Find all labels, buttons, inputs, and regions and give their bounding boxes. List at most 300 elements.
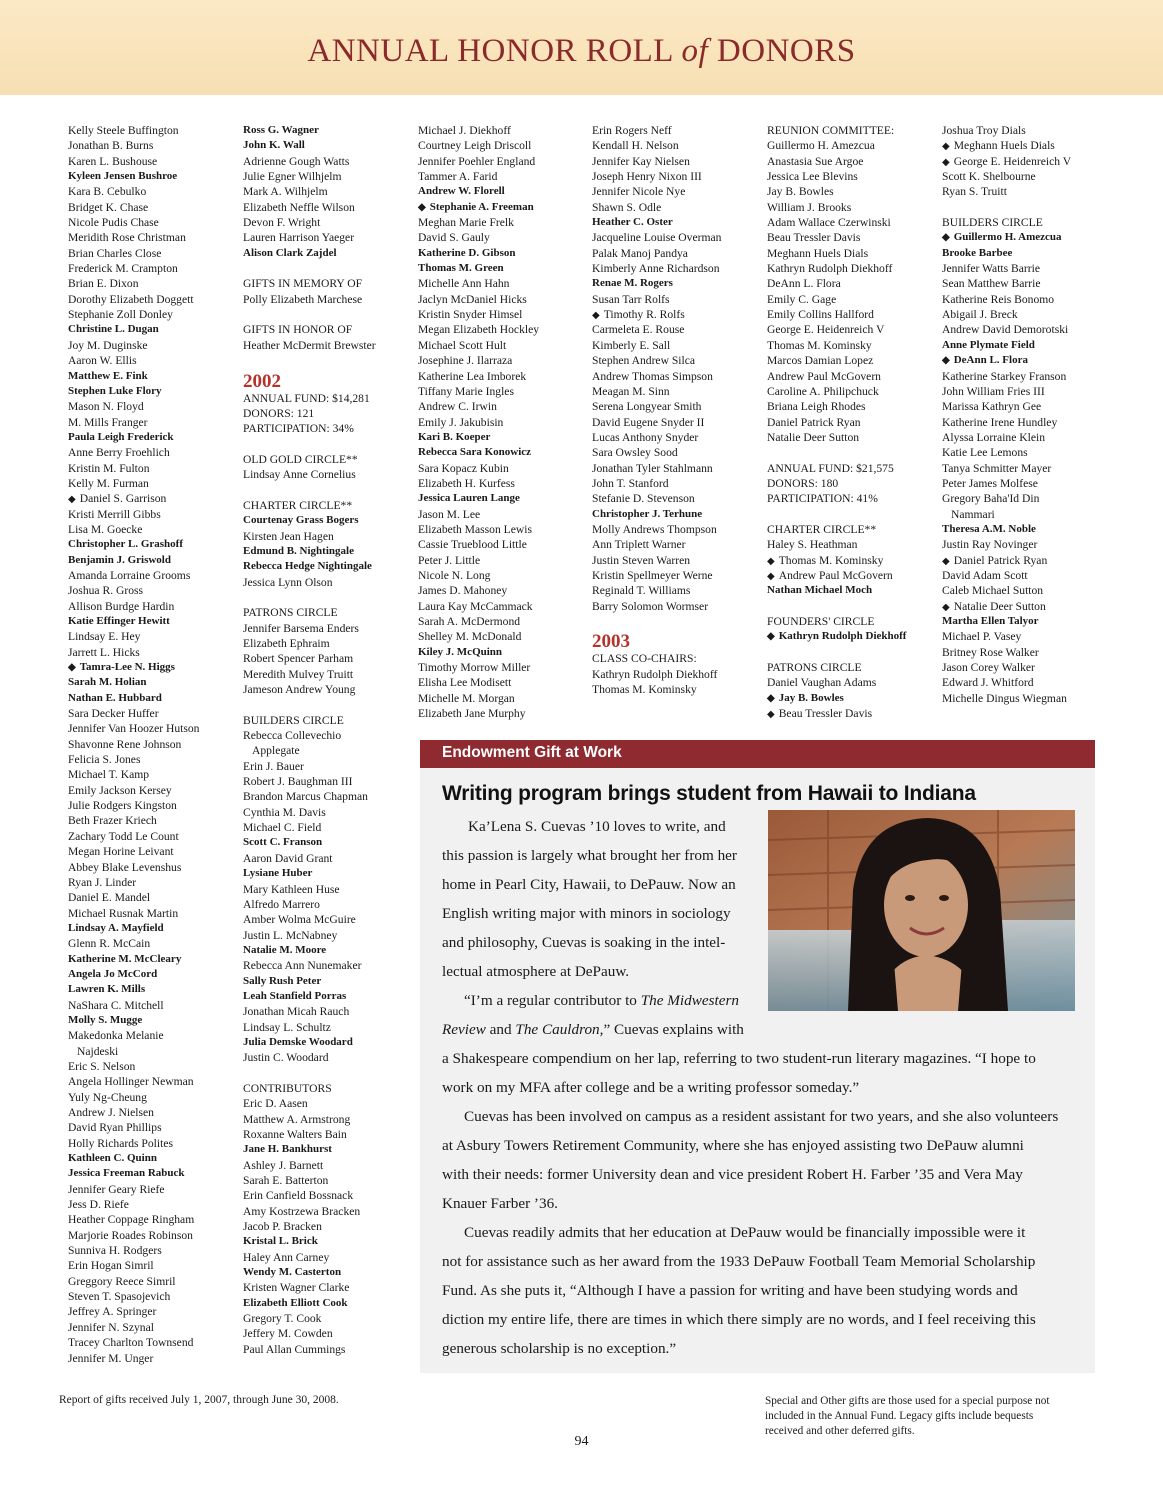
donor-entry: Anne Berry Froehlich [68,446,170,460]
donor-entry: Nicole N. Long [418,568,491,582]
diamond-icon: ◆ [767,692,775,704]
donor-entry: Caleb Michael Sutton [942,584,1044,598]
donor-entry: Peter J. Little [418,553,481,567]
donor-entry: Justin L. McNabney [243,928,338,942]
donor-entry: Erin J. Bauer [243,759,304,773]
donor-entry: John K. Wall [243,139,305,152]
donor-entry: Brian E. Dixon [68,277,139,291]
donor-entry: Jennifer Watts Barrie [942,262,1041,276]
donor-entry: Alfredo Marrero [243,897,320,911]
donor-entry: Elizabeth Jane Murphy [418,707,526,721]
donor-entry: Sarah M. Holian [68,676,147,689]
donor-entry: Christopher J. Terhune [592,507,703,520]
story-line: English writing major with minors in sociology [442,905,731,922]
donor-entry: Roxanne Walters Bain [243,1128,347,1141]
donor-entry: Gregory T. Cook [243,1312,322,1326]
donor-entry: Michael T. Kamp [68,768,150,782]
donor-entry: Amanda Lorraine Grooms [68,568,191,582]
donor-entry: Jessica Lynn Olson [243,575,333,589]
donor-entry: Michael Scott Hult [418,338,507,352]
donor-entry: ◆ Kathryn Rudolph Diekhoff [767,630,907,643]
story-line: “I’m a regular contributor to The Midwestern [464,992,739,1009]
donor-entry: Jeffrey A. Springer [68,1305,157,1319]
donor-entry: Marcos Damian Lopez [767,354,874,368]
donor-entry: Amy Kostrzewa Bracken [243,1204,361,1218]
donor-entry: Daniel E. Mandel [68,891,151,905]
donor-entry: Jennifer Kay Nielsen [592,154,690,168]
donor-entry: Jacob P. Bracken [243,1220,322,1234]
donor-entry: Lauren Harrison Yaeger [243,231,355,245]
donor-entry: Tanya Schmitter Mayer [942,461,1052,475]
donor-entry: Britney Rose Walker [942,645,1039,659]
donor-entry: David S. Gauly [418,231,490,245]
donor-entry: Jess D. Riefe [68,1198,129,1212]
donor-entry: Abigail J. Breck [942,308,1018,322]
student-photo [768,810,1075,1011]
page-header [0,0,1163,95]
donor-entry: Joshua R. Gross [68,584,144,598]
donor-entry: Jennifer N. Szynal [68,1320,154,1334]
donor-column-6 [942,123,1071,706]
donor-entry: DeAnn L. Flora [767,277,841,291]
story-headline: Writing program brings student from Hawaii to Indiana [442,782,976,805]
donor-entry: David Ryan Phillips [68,1121,162,1135]
donor-entry: Rebecca Ann Nunemaker [243,959,362,973]
donor-entry: Katherine Reis Bonomo [942,292,1055,306]
donor-entry: Erin Canfield Bossnack [243,1189,354,1203]
donor-entry: Ryan J. Linder [68,875,137,889]
story-line: Fund. As she puts it, “Although I have a passion for writing and have been studying words and [442,1282,1018,1299]
donor-entry: William J. Brooks [767,200,852,214]
donor-entry: Mary Kathleen Huse [243,882,340,896]
donor-entry: Heather C. Oster [592,216,673,229]
story-line: Cuevas readily admits that her education at DePauw would be financially impossible were it [464,1224,1026,1241]
diamond-icon: ◆ [942,156,950,168]
donor-column-1 [68,123,199,1366]
donor-entry: Daniel Vaughan Adams [767,676,877,690]
donor-entry: Jay B. Bowles [767,185,834,199]
story-line: Cuevas has been involved on campus as a resident assistant for two years, and she also volunteers [464,1108,1059,1125]
story-line: a Shakespeare compendium on her lap, referring to two student-run literary magazines. “I hope to [442,1050,1036,1067]
donor-entry: Michael J. Diekhoff [418,124,511,137]
donor-entry: Ann Triplett Warner [592,538,686,552]
donor-entry: Edmund B. Nightingale [243,544,354,557]
donor-entry: Guillermo H. Amezcua [767,139,875,153]
donor-entry: Carmeleta E. Rouse [592,323,685,337]
donor-entry: Meghann Huels Dials [767,246,869,260]
spacer [243,353,376,368]
donor-entry: Shelley M. McDonald [418,630,522,644]
donor-entry: Karen L. Bushouse [68,154,158,168]
donor-entry: Heather Coppage Ringham [68,1213,195,1227]
donor-entry: Emily Collins Hallford [767,308,874,322]
story-line: Review and The Cauldron,” Cuevas explains with [442,1021,744,1038]
donor-entry: Angela Hollinger Newman [68,1075,194,1089]
diamond-icon: ◆ [767,631,775,643]
donor-entry: Kelly Steele Buffington [68,124,179,137]
spacer [942,200,1071,215]
donor-entry: Kirsten Jean Hagen [243,529,334,543]
donor-entry: Lindsay A. Mayfield [68,921,164,934]
donor-entry: ◆ George E. Heidenreich V [942,154,1072,168]
donor-entry: Robert J. Baughman III [243,775,353,789]
donor-entry: Kristen Wagner Clarke [243,1281,350,1295]
donor-entry: Benjamin J. Griswold [68,553,171,566]
spacer [243,261,376,276]
donor-entry: Tammer A. Farid [418,170,498,184]
donor-entry: ◆ Thomas M. Kominsky [767,553,884,567]
diamond-icon: ◆ [767,555,775,567]
donor-entry: Katherine Lea Imborek [418,369,527,383]
donor-entry: Kelly M. Furman [68,476,149,490]
donor-entry: ◆ Andrew Paul McGovern [767,568,893,582]
diamond-icon: ◆ [68,494,76,506]
donor-entry: Alison Clark Zajdel [243,246,337,259]
donor-entry: Meredith Mulvey Truitt [243,667,354,681]
donor-entry: Devon F. Wright [243,216,321,230]
donor-entry: Lindsay E. Hey [68,630,141,644]
donor-entry: Kiley J. McQuinn [418,645,503,658]
story-line: this passion is largely what brought her from her [442,847,737,864]
donor-entry: Shavonne Rene Johnson [68,737,182,751]
class-year-heading: 2002 [243,370,281,392]
donor-entry: Polly Elizabeth Marchese [243,292,363,306]
donor-entry: Jason Corey Walker [942,661,1035,675]
donor-entry: Christine L. Dugan [68,323,159,336]
donor-entry: Thomas M. Green [418,262,504,275]
donor-entry: Cynthia M. Davis [243,805,326,819]
donor-entry: Jennifer Van Hoozer Hutson [68,722,200,736]
donor-entry: Mason N. Floyd [68,400,144,414]
donor-column-5 [767,123,906,721]
donor-entry: Jennifer M. Unger [68,1351,154,1365]
donor-entry: Paul Allan Cummings [243,1342,346,1356]
donor-entry: Brian Charles Close [68,246,162,260]
story-line: not for assistance such as her award from the 1933 DePauw Football Team Memorial Scholarship [442,1253,1036,1270]
donor-entry: Kristin Snyder Himsel [418,308,523,322]
donor-entry: Leah Stanfield Porras [243,989,347,1002]
donor-entry: Shawn S. Odle [592,200,662,214]
donor-entry: Edward J. Whitford [942,676,1034,690]
donor-entry: Emily Jackson Kersey [68,783,172,797]
donor-entry: James D. Mahoney [418,584,508,598]
donor-entry: Martha Ellen Talyor [942,615,1039,627]
donor-entry: REUNION COMMITTEE: [767,124,895,137]
donor-entry: Michelle M. Morgan [418,691,515,705]
donor-entry: Brandon Marcus Chapman [243,790,368,804]
story-line: Ka’Lena S. Cuevas ’10 loves to write, and [468,818,726,835]
donor-entry: Jennifer Barsema Enders [243,621,359,635]
donor-entry: CHARTER CIRCLE** [243,498,353,512]
donor-entry: Ashley J. Barnett [243,1158,324,1172]
donor-entry: Joshua Troy Dials [942,124,1026,137]
donor-entry: Lisa M. Goecke [68,522,143,536]
donor-entry: Erin Hogan Simril [68,1259,154,1273]
donor-entry: Andrew Thomas Simpson [592,369,713,383]
donor-entry: Scott K. Shelbourne [942,170,1036,184]
diamond-icon: ◆ [592,310,600,322]
donor-entry: Haley S. Heathman [767,538,858,552]
donor-entry: Anastasia Sue Argoe [767,154,864,168]
donor-entry: Beau Tressler Davis [767,231,861,245]
spacer [243,590,376,605]
donor-entry: FOUNDERS' CIRCLE [767,615,875,628]
donor-entry: NaShara C. Mitchell [68,998,164,1012]
donor-entry: Stephen Luke Flory [68,384,162,397]
diamond-icon: ◆ [942,555,950,567]
donor-entry: Meghan Marie Frelk [418,216,514,230]
donor-entry: Lawren K. Mills [68,983,146,996]
donor-entry: Justin Steven Warren [592,553,691,567]
diamond-icon: ◆ [767,709,775,721]
donor-entry: Thomas M. Kominsky [592,683,697,697]
diamond-icon: ◆ [767,570,775,582]
donor-entry: Greggory Reece Simril [68,1274,176,1288]
diamond-icon: ◆ [942,232,950,244]
donor-entry: Kathleen C. Quinn [68,1152,157,1165]
donor-entry: Felicia S. Jones [68,753,141,767]
donor-entry: Jennifer Nicole Nye [592,185,686,199]
spacer [767,645,906,660]
donor-entry: Timothy Morrow Miller [418,661,531,675]
donor-entry: Sarah A. McDermond [418,615,521,628]
donor-entry: ◆ Natalie Deer Sutton [942,599,1046,613]
donor-entry: Sara Owsley Sood [592,446,678,460]
donor-entry: Sunniva H. Rodgers [68,1244,162,1258]
donor-entry: Jeffery M. Cowden [243,1327,333,1341]
donor-entry: Briana Leigh Rhodes [767,400,866,414]
donor-entry: Emily C. Gage [767,292,837,306]
donor-entry: BUILDERS CIRCLE [942,216,1043,230]
donor-entry: Katie Effinger Hewitt [68,615,170,627]
donor-entry: Elizabeth Masson Lewis [418,522,532,536]
donor-entry: Lucas Anthony Snyder [592,430,699,444]
donor-column-4 [592,123,721,697]
donor-entry: Scott C. Franson [243,836,323,849]
donor-entry: CHARTER CIRCLE** [767,522,877,536]
donor-entry: Elizabeth Neffle Wilson [243,200,355,214]
donor-entry: Jameson Andrew Young [243,683,356,697]
diamond-icon: ◆ [68,662,76,674]
student-portrait-illustration [768,810,1075,1011]
donor-entry: Meridith Rose Christman [68,231,186,245]
diamond-icon: ◆ [418,201,426,213]
donor-entry: OLD GOLD CIRCLE** [243,452,358,466]
donor-entry: Laura Kay McCammack [418,599,533,613]
spacer [592,614,721,629]
donor-entry: Kristin M. Fulton [68,461,150,475]
story-line: and philosophy, Cuevas is soaking in the intel- [442,934,726,951]
donor-entry: Bridget K. Chase [68,200,149,214]
donor-entry: Andrew W. Florell [418,185,505,198]
donor-entry: Kimberly E. Sall [592,338,671,352]
donor-entry: Jane H. Bankhurst [243,1143,332,1156]
class-year-heading: 2003 [592,631,630,653]
page-number: 94 [574,1434,589,1449]
report-period-note: Report of gifts received July 1, 2007, through June 30, 2008. [59,1394,339,1406]
donor-entry: PATRONS CIRCLE [767,661,862,675]
donor-entry: ANNUAL FUND: $21,575 [767,461,894,475]
donor-entry: PATRONS CIRCLE [243,606,338,620]
donor-entry: Rebecca Collevechio [243,729,342,743]
diamond-icon: ◆ [942,355,950,367]
donor-entry: Andrew David Demorotski [942,323,1069,337]
donor-entry: GIFTS IN MEMORY OF [243,277,363,291]
donor-entry: Brooke Barbee [942,246,1013,259]
donor-entry: Dorothy Elizabeth Doggett [68,292,194,306]
donor-entry: PARTICIPATION: 41% [767,492,878,506]
donor-entry: Jonathan Tyler Stahlmann [592,461,713,475]
donor-entry: Elisha Lee Modisett [418,676,512,690]
donor-entry: Jason M. Lee [418,507,481,521]
donor-entry: Reginald T. Williams [592,584,691,598]
spacer [243,483,376,498]
donor-entry: ◆ Beau Tressler Davis [767,707,873,721]
donor-entry: Courtenay Grass Bogers [243,514,359,527]
story-line: home in Pearl City, Hawaii, to DePauw. Now an [442,876,736,893]
donor-entry: Christopher L. Grashoff [68,538,183,551]
donor-entry: Molly Andrews Thompson [592,522,717,536]
donor-entry: Nathan Michael Moch [767,584,873,597]
donor-entry: Eric S. Nelson [68,1059,136,1073]
donor-entry: Sara Kopacz Kubin [418,461,509,475]
donor-entry: Yuly Ng-Cheung [68,1090,147,1104]
donor-entry: Nammari [951,507,995,521]
donor-entry: John T. Stanford [592,476,669,490]
donor-entry: Serena Longyear Smith [592,400,702,414]
donor-entry: Katherine M. McCleary [68,952,182,965]
spacer [243,1066,376,1081]
donor-entry: Sally Rush Peter [243,974,322,987]
donor-entry: David Adam Scott [942,568,1028,582]
donor-entry: PARTICIPATION: 34% [243,422,354,436]
donor-entry: Marjorie Roades Robinson [68,1228,193,1242]
donor-entry: Wendy M. Casterton [243,1266,342,1279]
donor-entry: Michael C. Field [243,821,322,835]
story-line: Knauer Farber ’36. [442,1195,558,1212]
spacer [243,437,376,452]
page-title: ANNUAL HONOR ROLL of DONORS [307,33,856,69]
donor-entry: Paula Leigh Frederick [68,430,174,443]
donor-entry: Thomas M. Kominsky [767,338,872,352]
donor-entry: M. Mills Franger [68,415,148,429]
donor-entry: George E. Heidenreich V [767,323,885,337]
story-line: work on my MFA after college and be a writing professor someday.” [442,1079,860,1096]
donor-entry: BUILDERS CIRCLE [243,713,344,727]
donor-entry: Meagan M. Sinn [592,384,670,398]
donor-entry: Barry Solomon Wormser [592,599,709,613]
spacer [243,307,376,322]
donor-entry: Katherine Starkey Franson [942,369,1067,383]
donor-entry: Sara Decker Huffer [68,707,159,721]
donor-entry: ◆ Daniel S. Garrison [68,492,167,506]
donor-entry: Frederick M. Crampton [68,262,178,276]
donor-entry: ◆ Daniel Patrick Ryan [942,553,1048,567]
donor-entry: Katherine Irene Hundley [942,415,1058,429]
donor-entry: Anne Plymate Field [942,338,1035,351]
donor-entry: Lindsay L. Schultz [243,1020,331,1034]
donor-entry: Michael P. Vasey [942,630,1022,644]
donor-entry: CLASS CO-CHAIRS: [592,652,697,666]
donor-entry: Justin Ray Novinger [942,538,1038,552]
donor-entry: Sarah E. Batterton [243,1174,329,1188]
story-line: diction my entire life, there are times in which there simply are no words, and I feel receiving this [442,1311,1036,1328]
donor-entry: Heather McDermit Brewster [243,338,376,352]
donor-entry: Nathan E. Hubbard [68,691,162,704]
donor-entry: Palak Manoj Pandya [592,246,688,260]
donor-entry: ◆ Stephanie A. Freeman [418,200,534,213]
donor-entry: Emily J. Jakubisin [418,415,504,429]
donor-entry: Nicole Pudis Chase [68,216,159,230]
donor-entry: Jessica Lauren Lange [418,492,520,505]
donor-entry: John William Fries III [942,384,1045,398]
story-line: generous scholarship is no exception.” [442,1340,677,1357]
donor-entry: Kristi Merrill Gibbs [68,507,161,521]
donor-entry: Jessica Freeman Rabuck [68,1167,185,1180]
donor-entry: Courtney Leigh Driscoll [418,139,532,153]
spacer [767,445,906,460]
story-line: lectual atmosphere at DePauw. [442,963,630,980]
donor-entry: Ross G. Wagner [243,124,319,136]
donor-entry: Sean Matthew Barrie [942,277,1041,291]
endowment-banner [420,740,1095,768]
spacer [243,697,376,712]
donor-entry: Megan Horine Leivant [68,845,174,859]
donor-entry: Jacqueline Louise Overman [592,231,722,245]
story-line: at Asbury Towers Retirement Community, where she has enjoyed assisting two DePauw alumni [442,1137,1024,1154]
donor-entry: Michelle Ann Hahn [418,277,510,291]
donor-entry: Tracey Charlton Townsend [68,1336,194,1350]
donor-entry: Najdeski [77,1044,119,1058]
donor-entry: Eric D. Aasen [243,1097,308,1111]
donor-entry: Jennifer Geary Riefe [68,1182,165,1196]
donor-entry: ◆ DeAnn L. Flora [942,354,1028,367]
donor-entry: Amber Wolma McGuire [243,913,356,927]
donor-entry: ◆ Guillermo H. Amezcua [942,231,1062,244]
donor-entry: Kendall H. Nelson [592,139,679,153]
story-line: with their needs: former University dean and vice president Robert H. Farber ’35 and Vera May [442,1166,1023,1183]
donor-entry: Mark A. Wilhjelm [243,185,328,199]
spacer [767,599,906,614]
donor-entry: Andrew C. Irwin [418,400,497,414]
donor-entry: Steven T. Spasojevich [68,1290,171,1304]
donor-entry: Kristal L. Brick [243,1235,318,1248]
donor-entry: Angela Jo McCord [68,967,158,980]
donor-entry: David Eugene Snyder II [592,415,705,429]
donor-entry: ◆ Tamra-Lee N. Higgs [68,661,175,674]
donor-entry: Joy M. Duginske [68,338,148,352]
donor-entry: Lindsay Anne Cornelius [243,468,356,482]
donor-entry: Jaclyn McDaniel Hicks [418,292,527,306]
donor-entry: CONTRIBUTORS [243,1081,332,1095]
donor-entry: Elizabeth Ephraim [243,637,330,650]
donor-entry: Erin Rogers Neff [592,124,672,137]
donor-entry: Joseph Henry Nixon III [592,170,702,184]
donor-entry: Natalie M. Moore [243,943,327,956]
donor-entry: Molly S. Mugge [68,1013,143,1026]
donor-entry: Megan Elizabeth Hockley [418,323,540,337]
donor-entry: Kathryn Rudolph Diekhoff [767,262,893,276]
donor-entry: Renae M. Rogers [592,277,673,290]
donor-entry: Applegate [252,744,300,758]
donor-entry: Zachary Todd Le Count [68,829,179,843]
donor-entry: Kristin Spellmeyer Werne [592,568,713,582]
donor-entry: Josephine J. Ilarraza [418,354,513,368]
donor-entry: Jonathan Micah Rauch [243,1005,350,1019]
donor-entry: Alyssa Lorraine Klein [942,430,1046,444]
donor-entry: Beth Frazer Kriech [68,814,157,828]
donor-entry: Stephanie Zoll Donley [68,308,173,322]
